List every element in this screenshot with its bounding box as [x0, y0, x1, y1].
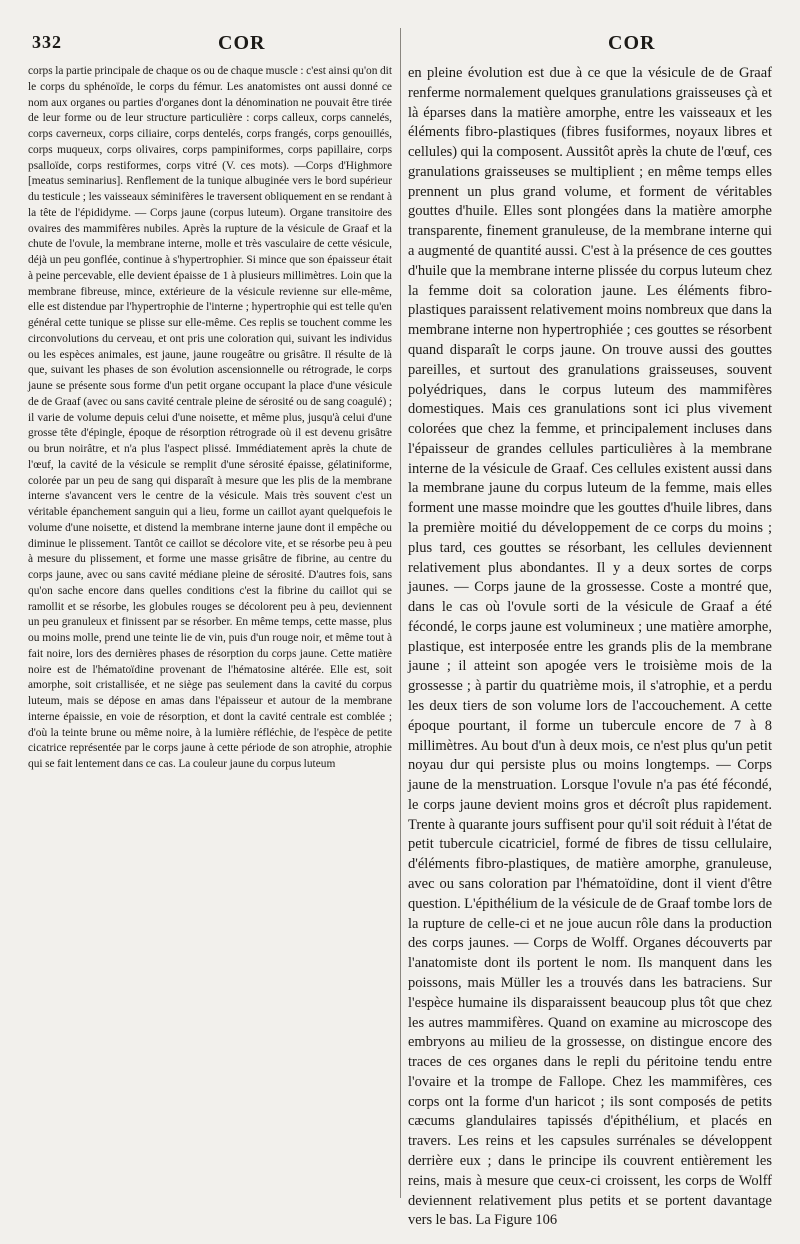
column-divider — [400, 28, 401, 1198]
page-header — [28, 20, 772, 64]
left-column — [28, 64, 392, 1231]
running-head-left: COR — [218, 32, 266, 54]
left-column-text: corps la partie principale de chaque os ou de chaque muscle : c'est ainsi qu'on dit le corps du sphénoïde, le corps du fémur. Les anatomistes ont aussi donné ce nom aux organes ou parties d'organes dont la dénomination ne pouvait être tirée de leur forme ou de leur structure particulière : corps calleux, corps cannelés, corps caverneux, corps ciliaire, corps dentelés, corps frangés, corps genouillés, corps muqueux, corps olivaires, corps pampiniformes, corps papillaire, corps psalloïde, corps restiformes, corps vitré (V. ces mots). —Corps d'Highmore [meatus seminarius]. Renflement de la tunique albuginée vers le bord supérieur du testicule ; les vaisseaux séminifères le traversent obliquement en se rendant à la tête de l'épididyme. — Corps jaune (corpus luteum). Organe transitoire des ovaires des mammifères nubiles. Après la rupture de la vésicule de Graaf et la chute de l'ovule, la membrane interne, molle et très vasculaire de cette vésicule, déjà un peu gonflée, continue à s'hypertrophier. Si mince que son épaisseur était à peine percevable, elle devient épaisse de 1 à plusieurs millimètres. Loin que la membrane fibreuse, mince, extérieure de la vésicule revienne sur elle-même, elle est distendue par l'hypertrophie de l'interne ; hypertrophie qui est telle qu'en général cette tunique se plisse sur elle-même. Ces replis se touchent comme les circonvolutions du cerveau, et ont pris une coloration qui, suivant les individus ou les espèces animales, est jaune, jaune rougeâtre ou grisâtre. Il résulte de là que, suivant les phases de son évolution ascensionnelle ou rétrograde, le corps jaune se présente sous forme d'un petit organe occupant la place d'une vésicule de de Graaf (avec ou sans cavité centrale pleine de sérosité ou de sang coagulé) ; il varie de volume depuis celui d'une noisette, et même plus, jusqu'à celui d'une grosse tête d'épingle, époque de résorption rétrograde où il est devenu grisâtre ou brun noirâtre, et n'a plus l'aspect plissé. Immédiatement après la chute de l'œuf, la cavité de la vésicule se remplit d'une sérosité épaisse, gélatiniforme, colorée par un peu de sang qui disparaît à mesure que les plis de la membrane interne s'avancent vers le centre de la vésicule. Mais très souvent c'est un véritable épanchement sanguin qui a lieu, forme un caillot ayant quelquefois le volume d'une noisette, et distend la membrane interne jaune dont il empêche ou diminue le plissement. Tantôt ce caillot se décolore vite, et se résorbe peu à peu à mesure du plissement, et forme une masse grisâtre de fibrine, au centre du corps jaune, avec ou sans cavité médiane pleine de sérosité. D'autres fois, sans qu'on sache encore dans quelles conditions c'est la fibrine du caillot qui se ramollit et se résorbe, les globules rouges se décolorent peu à peu, deviennent un peu granuleux et finissent par se résorber. En même temps, cette masse, plus ou moins molle, prend une teinte lie de vin, puis d'un rouge noir, et même tout à fait noire, lors des dernières phases de résorption du corps jaune. Cette matière noire est de l'hématoïdine provenant de l'hématosine altérée. Elle est, soit amorphe, soit cristallisée, et ne siège pas seulement dans la cavité du corpus luteum, mais se dépose en amas dans l'épaisseur et autour de la membrane interne épaissie, en voie de résorption, et dont la cavité centrale est comblée ; d'où la teinte brune ou même noire, à la lumière réfléchie, de l'espèce de petite cicatrice représentée par le corps jaune à cette période de son atrophie, atrophie qui se fait lentement dans ce cas. La couleur jaune du corpus luteum — [28, 65, 392, 770]
page-number: 332 — [32, 32, 62, 52]
text-columns — [28, 64, 772, 1231]
right-column-text: en pleine évolution est due à ce que la vésicule de de Graaf renferme normalement quelques granulations graisseuses çà et là éparses dans la matière amorphe, entre les vaisseaux et les éléments fibro-plastiques (fibres fusiformes, noyaux libres et cellules) qui la composent. Aussitôt après la chute de l'œuf, ces granulations graisseuses se multiplient ; en même temps elles prennent un plus grand volume, et forment de véritables gouttes d'huile. Elles sont plongées dans la matière amorphe transparente, finement granuleuse, de la membrane interne qui a augmenté de quantité aussi. C'est à la présence de ces gouttes d'huile que la membrane interne plissée du corpus luteum chez la femme doit sa coloration jaune. Les éléments fibro-plastiques paraissent relativement moins nombreux que dans la membrane interne non hypertrophiée ; ces gouttes se résorbent quand disparaît le corps jaune. On trouve aussi des gouttes pareilles, et surtout des granulations graisseuses, souvent polyédriques, dans le corpus luteum des mammifères domestiques. Mais ces granulations sont ici plus vivement colorées que chez la femme, et principalement incluses dans l'épaisseur de grandes cellules particulières à la membrane interne de la vésicule de Graaf. Ces cellules existent aussi dans la membrane jaune du corpus luteum de la femme, mais elles forment une masse moindre que les gouttes d'huile libres, dans la première moitié du développement de ce corps du moins ; plus tard, ces gouttes se résorbant, les cellules deviennent relativement plus abondantes. Il y a deux sortes de corps jaunes. — Corps jaune de la grossesse. Coste a montré que, dans le cas où l'ovule sorti de la vésicule de Graaf a été fécondé, le corps jaune est volumineux ; une matière amorphe, plastique, est interposée entre les grands plis de la membrane jaune ; il atteint son apogée vers le troisième mois de la grossesse ; à partir du quatrième mois, il s'atrophie, et a perdu les deux tiers de son volume lors de l'accouchement. A cette époque pourtant, il forme un tubercule encore de 7 à 8 millimètres. Au bout d'un à deux mois, ce n'est plus qu'un petit noyau dur qui persiste plus ou moins longtemps. — Corps jaune de la menstruation. Lorsque l'ovule n'a pas été fécondé, le corps jaune devient moins gros et décroît plus rapidement. Trente à quarante jours suffisent pour qu'il soit réduit à l'état de petit tubercule cicatriciel, formé de fibres de tissu cellulaire, d'éléments fibro-plastiques, de matière amorphe, granuleuse, avec ou sans coloration par l'hématoïdine, dont il vient d'être question. L'épithélium de la vésicule de de Graaf tombe lors de la rupture de celle-ci et ne joue aucun rôle dans la production des corps jaunes. — Corps de Wolff. Organes découverts par l'anatomiste dont ils portent le nom. Ils manquent dans les poissons, mais Müller les a trouvés dans les batraciens. Sur l'espèce humaine ils disparaissent beaucoup plus tôt que chez les autres mammifères. Quand on examine au microscope des embryons au milieu de la grossesse, on distingue encore des traces de ces organes dans le repli du péritoine tendu entre l'ovaire et la trompe de Fallope. Chez les mammifères, ces corps ont la forme d'un haricot ; ils sont composés de petits cæcums glandulaires tapissés d'épithélium, et placés en travers. Les reins et les capsules surrénales se développent derrière eux ; dans le principe ils couvrent entièrement les reins, mais à mesure que ceux-ci croissent, les corps de Wolff deviennent relativement plus petits et se portent davantage vers le bas. La Figure 106 — [408, 65, 772, 1229]
running-head-right: COR — [608, 32, 656, 54]
right-column — [408, 64, 772, 1231]
